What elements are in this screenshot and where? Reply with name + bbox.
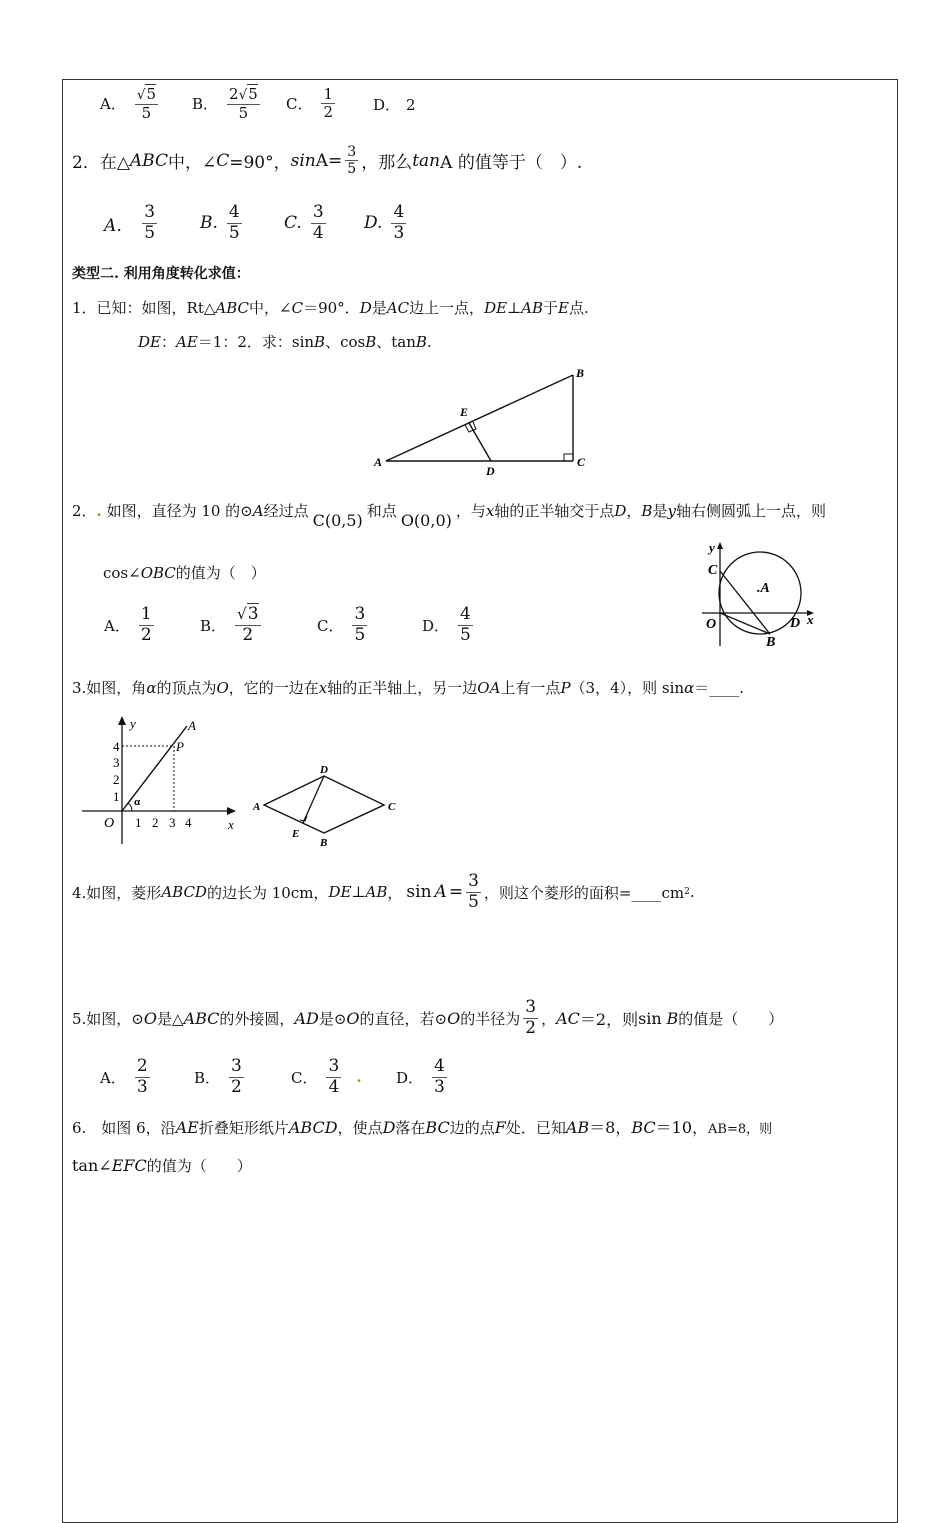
y-tick-4: 4 (113, 739, 120, 754)
y-tick-3: 3 (113, 755, 120, 770)
q1-option-b[interactable]: B． $\frac{2√5}{5}$ (192, 85, 258, 122)
figure-rhombus (250, 760, 400, 850)
label-o: O (706, 617, 717, 632)
p2-option-a[interactable]: A． $\frac{1}{2}$ (104, 604, 152, 645)
p1-line2: DE：AE＝1：2．求：sinB、cosB、tanB. (138, 333, 432, 351)
p5-option-c[interactable]: C． $\frac{3}{4}$ . (291, 1056, 362, 1097)
fraction: $\frac{3}{5}$ (347, 144, 357, 178)
label-x: x (807, 612, 814, 627)
p4-text: 4.如图，菱形 ABCD 的边长为 10cm， DE ⊥ AB ， sin A = $\frac{3}{5}$ ，则这个菱形的面积=____cm 2 . (72, 871, 695, 912)
label-c: C (708, 563, 718, 578)
label-c: C (388, 801, 396, 813)
label-d: D (320, 764, 328, 776)
q2-option-a[interactable]: A． $\frac{3}{5}$ (104, 202, 156, 243)
fraction: $\frac{2√5}{5}$ (229, 85, 258, 122)
q2-option-c[interactable]: C. $\frac{3}{4}$ (284, 202, 324, 243)
label-d: D (486, 464, 495, 478)
p1-line1: 1．已知：如图，Rt△ABC中，∠C＝90°．D是AC边上一点，DE⊥AB于E点. (72, 299, 589, 317)
label-alpha: α (134, 796, 141, 808)
rhombus-abcd (264, 776, 384, 833)
y-axis-arrow (118, 716, 126, 725)
x-tick-4: 4 (185, 815, 192, 830)
q1-option-a[interactable]: A． $\frac{√5}{5}$ (100, 85, 156, 122)
p5-option-b[interactable]: B． $\frac{3}{2}$ (194, 1056, 242, 1097)
q2-option-d[interactable]: D. $\frac{4}{3}$ (364, 202, 405, 243)
label-y: y (130, 716, 136, 731)
p2-line1: 2． . 如图，直径为 10 的⊙ A 经过点 C(0,5) 和点 O(0,0) ，与 x 轴的正半轴交于点 D ， B 是 y 轴右侧圆弧上一点，则 (72, 501, 826, 530)
label-b: B (766, 635, 776, 650)
y-tick-1: 1 (113, 789, 120, 804)
x-tick-1: 1 (135, 815, 142, 830)
p5-option-d[interactable]: D． $\frac{4}{3}$ (396, 1056, 445, 1097)
label-b: B (576, 366, 585, 380)
x-tick-2: 2 (152, 815, 159, 830)
x-axis-arrow (227, 807, 236, 815)
figure-triangle-abc (370, 362, 590, 482)
label-a: A (374, 455, 383, 469)
p2-option-c[interactable]: C． $\frac{3}{5}$ (317, 604, 366, 645)
angle-arc (128, 803, 132, 811)
segment-de (303, 776, 324, 823)
section-2-title: 类型二. 利用角度转化求值： (72, 266, 250, 282)
p2-option-b[interactable]: B． $\frac{√3}{2}$ (200, 604, 259, 645)
figure-angle-alpha (80, 712, 250, 848)
label-o: O (104, 816, 115, 831)
q2-option-b[interactable]: B. $\frac{4}{5}$ (200, 202, 240, 243)
fraction: $\frac{√5}{5}$ (136, 85, 156, 122)
figure-circle (700, 538, 825, 650)
fraction: $\frac{3}{5}$ (468, 871, 479, 912)
fraction: $\frac{1}{2}$ (323, 85, 334, 122)
p5-option-a[interactable]: A． $\frac{2}{3}$ (100, 1056, 148, 1097)
p6-line2: tan∠EFC的值为（ ） (72, 1156, 252, 1175)
label-c: C (577, 455, 586, 469)
q1-option-d[interactable]: D． 2 (373, 95, 416, 114)
label-d: D (790, 616, 801, 631)
y-tick-2: 2 (113, 772, 120, 787)
p2-line2: cos∠OBC的值为（ ） (103, 564, 266, 582)
p6-line1: 6. 如图 6，沿AE折叠矩形纸片ABCD，使点D落在BC边的点F处．已知AB＝8，BC＝10，AB=8，则 (72, 1118, 773, 1137)
segment-de (469, 423, 491, 461)
label-a: A (188, 718, 196, 733)
y-axis-arrow (717, 542, 723, 549)
right-angle-mark-c (564, 454, 573, 461)
fraction: $\frac{3}{2}$ (525, 997, 537, 1038)
label-p: P (176, 739, 184, 754)
q2-question: 2．在△ ABC 中，∠ C =90°， sin A= $\frac{3}{5}$ ，那么 tan A 的值等于（ ）. (72, 144, 583, 178)
label-e: E (292, 828, 300, 840)
label-a: .A (757, 581, 770, 596)
x-tick-3: 3 (169, 815, 176, 830)
label-y: y (709, 540, 715, 555)
label-e: E (460, 405, 469, 419)
p5-text: 5.如图，⊙ O 是△ ABC 的外接圆， AD 是⊙ O 的直径，若⊙ O 的半径为 $\frac{3}{2}$ ， AC ＝2，则 sin B 的值是（ ） (72, 997, 784, 1038)
segment-ab (386, 375, 573, 461)
p3-text: 3.如图，角α的顶点为O，它的一边在x轴的正半轴上，另一边OA上有一点P（3，4），则 sinα＝____. (72, 679, 744, 697)
p2-option-d[interactable]: D． $\frac{4}{5}$ (422, 604, 471, 645)
label-x: x (228, 817, 234, 832)
label-b: B (320, 837, 328, 849)
q1-option-c[interactable]: C． $\frac{1}{2}$ (286, 85, 334, 122)
label-a: A (253, 801, 261, 813)
